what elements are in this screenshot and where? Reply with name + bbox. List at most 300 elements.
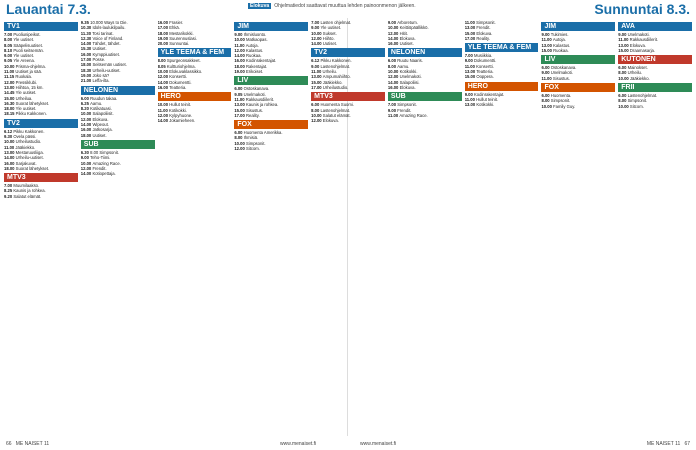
program-title: Kodinrakentajat.	[474, 91, 505, 97]
program-time: 6.25	[80, 100, 91, 106]
program-time: 13.00	[4, 149, 16, 155]
program-time: 19.00	[80, 72, 93, 78]
footer-left	[6, 441, 49, 447]
channel-header: MTV3	[311, 92, 385, 101]
program-item	[4, 166, 78, 171]
program-title: Urheilua.	[15, 95, 33, 101]
program-time: 10.00	[541, 103, 554, 109]
program-title: Urheilu.	[627, 70, 643, 76]
program-time: 8.05	[4, 42, 14, 48]
program-time: 8.00	[541, 98, 551, 104]
program-time: 9.00	[541, 32, 551, 37]
program-item	[234, 69, 308, 74]
channel-header: HERO	[158, 92, 232, 101]
program-title: Frasier.	[169, 20, 184, 25]
channel-header: AVA	[618, 22, 692, 31]
program-title: Rakkausdiilerit.	[245, 96, 275, 102]
program-time: 18.15	[4, 111, 16, 117]
channel-header: NELONEN	[388, 48, 462, 57]
program-title: Kotikatuasi.	[90, 106, 112, 112]
program-title: Salatut elämät.	[13, 193, 42, 199]
program-time: 13.00	[464, 69, 477, 75]
program-time: 15.00	[234, 107, 246, 113]
program-title: Joko sä?	[92, 72, 110, 78]
program-time: 8.00	[387, 63, 398, 69]
program-title: Ruutu Naaris.	[397, 58, 423, 64]
program-title: Posse.	[92, 57, 106, 63]
program-time: 18.00	[4, 106, 16, 112]
program-time: 17.00	[311, 84, 323, 90]
program-item	[618, 76, 692, 81]
listing-column	[541, 20, 615, 436]
program-title: Kotikokki.	[399, 69, 418, 75]
program-title: Pressiklubi.	[15, 79, 38, 85]
program-time: 21.00	[80, 78, 93, 84]
program-title: Ihmisiä.	[243, 135, 259, 141]
program-time: 9.00	[387, 107, 398, 113]
channel-header: SUB	[388, 92, 462, 101]
program-title: Uutiset.	[322, 41, 337, 47]
page-number-left: 66	[6, 441, 12, 447]
program-item	[311, 85, 385, 90]
program-time: 10.00	[234, 140, 246, 146]
program-item	[4, 194, 78, 199]
program-time: 6.00	[541, 93, 551, 99]
program-time: 10.00	[4, 139, 16, 145]
program-title: Ruokaa.	[553, 47, 569, 53]
program-title: Jokamieheen.	[169, 118, 196, 124]
program-time: 15.00	[618, 47, 630, 53]
program-time: 7.00	[464, 53, 475, 59]
program-title: Elokuva.	[629, 42, 646, 48]
program-title: Spurgeonsakkeet.	[166, 58, 201, 64]
program-title: Ruokala.	[15, 74, 32, 80]
program-time: 9.00	[4, 53, 14, 59]
day-title-left: Lauantai 7.3.	[6, 1, 91, 17]
program-time: 8.25	[4, 188, 14, 194]
day-title-right: Sunnuntai 8.3.	[594, 1, 690, 17]
program-time: 19.00	[234, 69, 246, 75]
program-title: Ampumahiihto.	[322, 74, 351, 80]
tv-listings	[4, 20, 692, 436]
program-time: 12.00	[234, 47, 246, 53]
program-title: Kaunis ja rohkea.	[13, 188, 46, 194]
program-time: 15.00	[541, 47, 554, 53]
legend	[248, 3, 416, 9]
program-time: 6.12	[4, 128, 14, 134]
program-title: Suorat lähetykset.	[15, 165, 50, 171]
program-title: Konsertti.	[476, 63, 494, 69]
program-item	[81, 78, 155, 83]
program-item	[618, 48, 692, 53]
program-time: 11.00	[234, 96, 246, 102]
program-time: 6.00	[311, 102, 321, 108]
page-header	[0, 0, 696, 18]
program-title: Frendit.	[92, 165, 107, 171]
program-title: Kalastus.	[246, 47, 264, 53]
program-time: 6.00	[618, 65, 628, 71]
program-title: Teatteria.	[476, 69, 494, 75]
program-time: 18.00	[157, 30, 170, 36]
program-time: 11.00	[464, 96, 477, 102]
program-time: 13.00	[541, 42, 554, 48]
program-time: 9.00	[311, 25, 321, 31]
program-title: Uutiset.	[399, 41, 414, 47]
program-title: Aamu.	[397, 63, 410, 69]
program-title: Hullut teinit.	[476, 96, 498, 102]
program-item	[81, 133, 155, 138]
program-title: Simpsonit.	[397, 102, 417, 108]
program-title: Yle uutiset.	[13, 53, 35, 59]
program-time: 12.00	[157, 112, 170, 118]
program-time: 9.00	[618, 32, 628, 37]
program-title: Ruudun takaa.	[90, 95, 118, 101]
program-time: 13.00	[618, 42, 630, 48]
program-time: 16.00	[387, 41, 400, 47]
program-title: Arboretum.	[397, 20, 418, 25]
channel-header: LIV	[234, 76, 308, 85]
page-number-right: 67	[684, 441, 690, 447]
program-time: 6.30	[80, 149, 91, 155]
program-time: 10.30	[80, 25, 93, 31]
program-title: Urheilustudio.	[15, 139, 42, 145]
program-time: 14.00	[80, 171, 93, 177]
channel-header: TV1	[4, 22, 78, 31]
program-time: 19.00	[157, 35, 170, 41]
program-title: Elokuva.	[322, 118, 339, 124]
channel-header: NELONEN	[81, 86, 155, 95]
program-time: 16.00	[157, 20, 170, 25]
program-time: 6.12	[311, 58, 321, 64]
program-time: 11.00	[387, 112, 400, 118]
program-title: Ovela pässi.	[13, 134, 37, 140]
program-item	[81, 171, 155, 176]
program-item	[541, 104, 615, 109]
program-item	[465, 74, 539, 79]
program-title: Sisustus.	[552, 75, 570, 81]
program-title: Kymppiuutiset.	[92, 51, 120, 57]
program-title: Yle uutiset.	[15, 90, 37, 96]
program-title: Kylpyhuone.	[169, 112, 193, 118]
program-time: 6.00	[234, 130, 244, 136]
program-time: 9.30	[4, 134, 14, 140]
program-time: 10.00	[80, 111, 93, 117]
program-time: 6.00	[234, 86, 244, 92]
program-title: Jatkosarja.	[92, 127, 113, 133]
listing-column	[81, 20, 155, 436]
program-title: Kaunis ja rohkea.	[246, 102, 279, 108]
program-title: Huomenta Amerikka.	[243, 130, 283, 136]
program-title: Jääkiekko.	[629, 75, 650, 81]
program-title: Muumilaakso.	[13, 183, 40, 189]
program-title: Unelmakoti.	[627, 32, 650, 37]
program-title: Elokuva.	[92, 116, 109, 122]
program-time: 16.00	[80, 51, 93, 57]
program-title: Yle Areena.	[13, 58, 35, 64]
program-time: 7.00	[387, 102, 398, 108]
channel-header: SUB	[81, 140, 155, 149]
program-time: 13.00	[311, 74, 323, 80]
channel-header: FOX	[234, 120, 308, 129]
channel-header: MTV3	[4, 173, 78, 182]
program-title: Sitcom.	[246, 146, 260, 152]
program-time: 11.00	[234, 42, 246, 48]
program-time: 13.00	[464, 102, 477, 108]
channel-header: HERO	[465, 82, 539, 91]
program-title: Simpsonit.	[476, 20, 496, 25]
program-title: Frendit.	[397, 107, 412, 113]
program-time: 10.00	[618, 103, 630, 109]
program-time: 10.00	[80, 160, 93, 166]
program-item	[158, 118, 232, 123]
program-title: Mestarikokki.	[169, 30, 194, 36]
program-title: Sukset.	[322, 30, 337, 36]
program-time: 18.00	[4, 165, 16, 171]
listing-column	[465, 20, 539, 436]
program-title: Erikoiset.	[246, 69, 264, 75]
program-time: 10.00	[387, 69, 400, 75]
program-time: 9.35	[80, 20, 91, 25]
program-title: Yle uutiset.	[320, 25, 342, 31]
program-title: Yle uutiset.	[13, 37, 35, 43]
program-title: Unelmakoti.	[243, 91, 266, 97]
program-title: Unelmakoti.	[399, 74, 422, 80]
program-time: 18.00	[234, 63, 246, 69]
listing-column	[618, 20, 692, 436]
program-time: 17.00	[157, 25, 170, 31]
program-time: 7.00	[4, 183, 14, 189]
program-title: Ihmisluonto.	[243, 32, 267, 37]
program-time: 8.05	[157, 63, 167, 69]
program-title: Unelmakoti.	[550, 70, 573, 76]
program-time: 8.00	[618, 70, 628, 76]
program-title: Draamasarja.	[629, 47, 656, 53]
program-title: Jääkiekko.	[322, 79, 343, 85]
program-title: Hitit.	[399, 30, 408, 36]
channel-header: YLE TEEMA & FEM	[465, 43, 539, 52]
program-title: Voice of Finland.	[92, 35, 124, 41]
program-item	[311, 41, 385, 46]
program-time: 7.00	[311, 20, 321, 25]
program-time: 11.00	[311, 69, 323, 75]
program-title: Huomenta.	[550, 93, 572, 99]
program-title: Frendit.	[476, 25, 491, 31]
program-title: Uutiset.	[92, 46, 107, 52]
program-title: Lastenohjelmat.	[320, 63, 351, 69]
program-time: 12.00	[387, 30, 400, 36]
program-item	[388, 85, 462, 90]
program-title: Konsertti.	[169, 74, 187, 80]
program-time: 10.00	[311, 30, 323, 36]
program-time: 12.00	[311, 35, 323, 41]
program-title: Wipeout.	[92, 122, 109, 128]
program-time: 9.20	[4, 193, 14, 199]
program-time: 12.30	[80, 35, 93, 41]
program-title: Elokuva.	[399, 84, 416, 90]
program-time: 6.00	[618, 93, 628, 99]
program-time: 10.00	[4, 63, 16, 69]
program-title: Keittiöpäällikkö.	[399, 25, 429, 31]
program-title: Teho-Tiimi.	[90, 155, 111, 161]
program-time: 10.00	[157, 102, 170, 108]
legend-text: Ohjelmatiedot saattavat muuttua lehden painoonmenon jälkeen.	[274, 3, 416, 9]
program-title: Family Guy.	[553, 103, 576, 109]
program-time: 16.00	[234, 58, 246, 64]
program-title: Suurennuslasi.	[169, 35, 197, 41]
program-time: 14.45	[4, 90, 16, 96]
program-item	[465, 102, 539, 107]
program-time: 8.00	[4, 37, 14, 43]
program-time: 11.00	[157, 107, 169, 113]
channel-header: TV2	[4, 119, 78, 128]
program-time: 13.00	[4, 84, 16, 90]
program-title: Sarjakuvat.	[15, 160, 37, 166]
web-left: www.menaiset.fi	[280, 441, 317, 447]
program-title: Matkaopas.	[246, 37, 268, 43]
program-title: Elokuvaklassikko.	[169, 69, 203, 75]
program-time: 12.00	[80, 165, 93, 171]
program-time: 15.00	[464, 30, 477, 36]
program-item	[618, 104, 692, 109]
program-title: Ostoskanava.	[243, 86, 270, 92]
listing-column	[4, 20, 78, 436]
publication-right: ME NAISET 11	[646, 441, 681, 447]
program-title: Pikku Kakkonen.	[15, 111, 47, 117]
channel-header: JIM	[541, 22, 615, 31]
program-time: 12.00	[4, 79, 16, 85]
program-title: Huomenta Suomi.	[320, 102, 354, 108]
program-time: 10.00	[618, 75, 630, 81]
program-time: 12.00	[311, 118, 323, 124]
program-title: Kotikokki.	[168, 107, 187, 113]
program-time: 6.00	[387, 58, 398, 64]
program-title: Reality.	[476, 35, 490, 41]
program-item	[388, 41, 462, 46]
program-time: 17.00	[234, 112, 246, 118]
program-title: Uutiset ja sää.	[15, 69, 42, 75]
program-title: Hiihtoa, 15 km.	[15, 84, 44, 90]
program-time: 9.00	[387, 20, 398, 25]
program-title: Lastenohjelmat.	[320, 107, 351, 113]
program-title: 10.000 Ways to Die.	[90, 20, 128, 25]
program-time: 13.00	[464, 25, 477, 31]
program-time: 11.00	[464, 20, 477, 25]
program-title: Suorat lähetykset.	[15, 100, 50, 106]
program-time: 14.00	[157, 118, 170, 124]
program-title: Yle uutiset.	[15, 106, 37, 112]
program-title: Elokuva.	[399, 35, 416, 41]
program-time: 14.00	[234, 53, 246, 59]
program-title: Tähdet, tähdet.	[92, 41, 121, 47]
program-title: Amazing Race.	[399, 112, 428, 118]
program-time: 18.00	[80, 132, 93, 138]
channel-header: YLE TEEMA & FEM	[158, 48, 232, 57]
program-time: 9.00	[464, 91, 475, 97]
program-time: 11.00	[4, 144, 16, 150]
program-title: Urheilu-uutiset.	[15, 155, 44, 161]
listing-column	[158, 20, 232, 436]
program-time: 16.00	[387, 84, 400, 90]
channel-header: FRII	[618, 83, 692, 92]
program-time: 14.00	[80, 41, 93, 47]
program-title: Salatut elämät.	[322, 112, 351, 118]
program-title: Kalastus.	[553, 42, 571, 48]
program-item	[4, 111, 78, 116]
program-time: 8.20	[80, 106, 91, 112]
program-time: 14.00	[4, 155, 16, 161]
program-title: Kotikokki.	[476, 102, 495, 108]
program-title: Tosi tarinat.	[92, 30, 114, 36]
program-time: 9.05	[4, 58, 14, 64]
program-title: Prisma-ohjelma.	[15, 63, 46, 69]
program-item	[311, 118, 385, 123]
program-time: 11.00	[541, 37, 553, 43]
listing-column	[234, 20, 308, 436]
program-item	[234, 113, 308, 118]
program-title: Urheilustudio.	[322, 84, 349, 90]
program-title: Rakentajat.	[246, 63, 268, 69]
program-title: Uutiset.	[92, 132, 107, 138]
program-time: 10.00	[311, 112, 323, 118]
page-footer	[0, 438, 696, 450]
program-time: 12.00	[387, 74, 400, 80]
program-title: Salapoliisi.	[399, 79, 420, 85]
program-time: 14.00	[387, 79, 400, 85]
program-time: 15.00	[311, 79, 323, 85]
program-title: Teatteria.	[169, 84, 187, 90]
program-title: Urheilu.	[322, 69, 337, 75]
program-time: 14.00	[157, 79, 170, 85]
program-time: 10.00	[234, 37, 246, 43]
program-time: 11.15	[4, 74, 16, 80]
program-title: Sitcom.	[629, 103, 644, 109]
program-title: Ehkä.	[169, 25, 180, 31]
program-time: 9.05	[234, 91, 244, 97]
program-item	[234, 146, 308, 151]
channel-header: LIV	[541, 55, 615, 64]
program-title: Simpsonit.	[246, 140, 266, 146]
program-title: Lastenohjelmat.	[627, 93, 658, 99]
program-time: 11.00	[4, 69, 16, 75]
program-time: 18.00	[80, 62, 93, 68]
channel-header: FOX	[541, 83, 615, 92]
program-title: Aamu.	[90, 100, 103, 106]
web-right: www.menaiset.fi	[360, 441, 397, 447]
program-time: 9.00	[80, 155, 91, 161]
channel-header: TV2	[311, 48, 385, 57]
program-title: Simpsonit.	[627, 98, 648, 104]
program-item	[541, 48, 615, 53]
program-time: 16.00	[157, 84, 170, 90]
program-title: Tukimies.	[550, 32, 569, 37]
program-title: Elokuva.	[476, 30, 493, 36]
program-time: 11.30	[80, 30, 93, 36]
program-time: 10.00	[157, 69, 170, 75]
program-time: 20.00	[157, 41, 170, 47]
program-time: 11.00	[541, 75, 553, 81]
program-title: Dokumentti.	[169, 79, 192, 85]
program-title: Autoja.	[245, 42, 259, 48]
program-time: 15.00	[4, 95, 16, 101]
program-title: Urheilu-uutiset.	[92, 67, 121, 73]
program-item	[158, 85, 232, 90]
program-title: Sisustus.	[246, 107, 263, 113]
program-title: Pikku Kakkonen.	[13, 128, 45, 134]
program-title: Hullut teinit.	[169, 102, 192, 108]
program-title: Kodinrakentajat.	[246, 58, 277, 64]
program-time: 15.00	[464, 74, 477, 80]
program-title: Seitsemän uutiset.	[92, 62, 127, 68]
